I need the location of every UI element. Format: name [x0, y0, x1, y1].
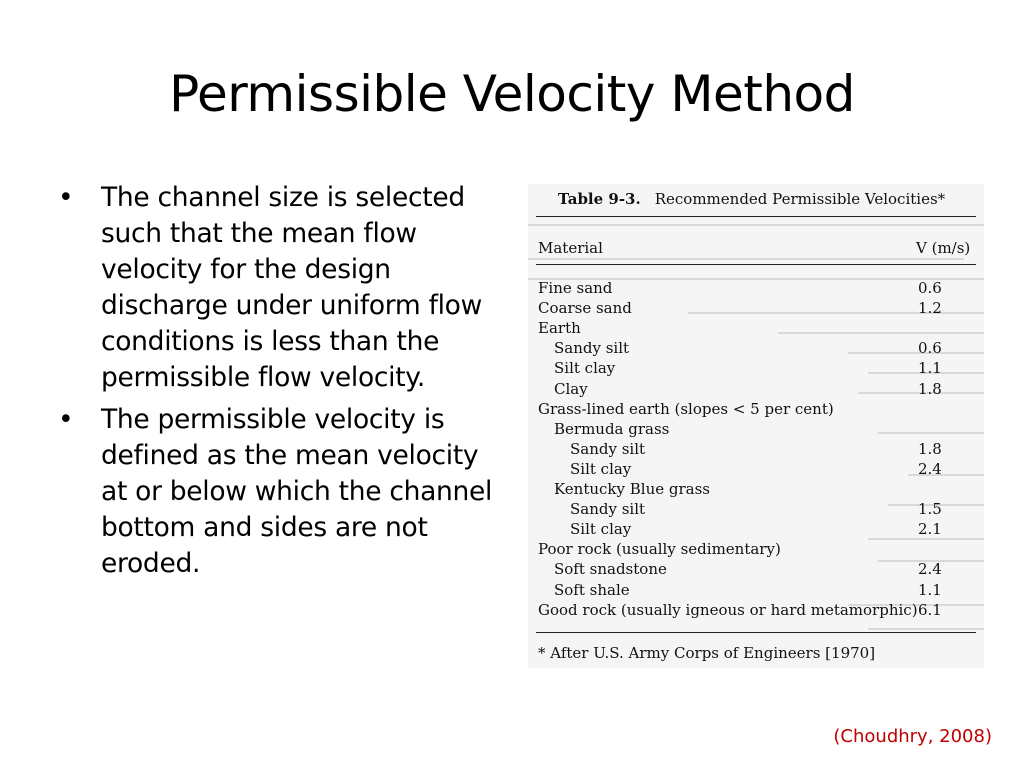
bullet-list: [58, 180, 508, 588]
table-row: [536, 479, 976, 499]
material-cell: Good rock (usually igneous or hard metamorphic): [538, 600, 918, 619]
material-cell: Sandy silt: [570, 500, 646, 519]
material-cell: Grass-lined earth (slopes < 5 per cent): [538, 399, 834, 418]
material-cell: Soft snadstone: [554, 560, 667, 579]
table-row: [536, 499, 976, 519]
velocity-cell: 1.8: [918, 439, 942, 458]
table-label: Table 9-3.: [558, 190, 641, 208]
velocity-cell: 6.1: [918, 600, 942, 619]
table-row: [536, 539, 976, 559]
bullet-dot-icon: •: [58, 404, 74, 435]
material-cell: Sandy silt: [554, 339, 630, 358]
table-row: [536, 419, 976, 439]
table-row: [536, 519, 976, 539]
velocity-cell: 1.1: [918, 580, 942, 599]
velocity-cell: 1.2: [918, 299, 942, 318]
table-row: [536, 379, 976, 399]
material-cell: Silt clay: [570, 459, 632, 478]
table-row: [536, 298, 976, 318]
bullet-text: The channel size is selected such that the mean flow velocity for the design discharge under uniform flow conditions is less than the permissible flow velocity.: [101, 182, 482, 393]
table-caption-text: Recommended Permissible Velocities*: [654, 190, 946, 208]
table-row: [536, 338, 976, 358]
material-cell: Silt clay: [570, 520, 632, 539]
bullet-text: The permissible velocity is defined as the mean velocity at or below which the channel bottom and sides are not eroded.: [101, 404, 493, 579]
bullet-item: [58, 180, 508, 396]
material-cell: Clay: [554, 379, 588, 398]
material-cell: Earth: [538, 319, 581, 338]
scanned-table-image: [528, 184, 984, 668]
velocity-cell: 0.6: [918, 279, 942, 297]
material-cell: Fine sand: [538, 279, 613, 297]
table-row: [536, 580, 976, 600]
velocity-cell: 2.4: [918, 459, 942, 478]
material-cell: Coarse sand: [538, 299, 632, 318]
citation: (Choudhry, 2008): [833, 726, 992, 747]
table-row: [536, 358, 976, 378]
table-caption: [558, 190, 945, 208]
velocity-cell: 2.1: [918, 520, 942, 539]
table-footnote: * After U.S. Army Corps of Engineers [1970]: [538, 644, 876, 662]
column-header-velocity: V (m/s): [916, 239, 971, 257]
table-top-rule: [536, 216, 976, 217]
material-cell: Kentucky Blue grass: [554, 480, 710, 498]
slide-title: Permissible Velocity Method: [169, 65, 855, 123]
material-cell: Bermuda grass: [554, 419, 670, 438]
table-row: [536, 559, 976, 579]
material-cell: Poor rock (usually sedimentary): [538, 540, 781, 559]
material-cell: Soft shale: [554, 580, 630, 599]
bullet-item: [58, 402, 508, 582]
table-row: [536, 278, 976, 298]
velocity-cell: 1.5: [918, 500, 942, 519]
velocity-cell: 1.8: [918, 379, 942, 398]
velocity-cell: 0.6: [918, 339, 942, 358]
table-row: [536, 318, 976, 338]
table-bottom-rule: [536, 632, 976, 633]
velocity-cell: 2.4: [918, 560, 942, 579]
velocity-cell: 1.1: [918, 359, 942, 378]
column-header-material: Material: [538, 239, 603, 257]
table-header-rule: [536, 264, 976, 265]
bullet-dot-icon: •: [58, 182, 74, 213]
material-cell: Silt clay: [554, 359, 616, 378]
table-row: [536, 439, 976, 459]
table-row: [536, 459, 976, 479]
material-cell: Sandy silt: [570, 439, 646, 458]
table-row: [536, 600, 976, 620]
table-row: [536, 399, 976, 419]
